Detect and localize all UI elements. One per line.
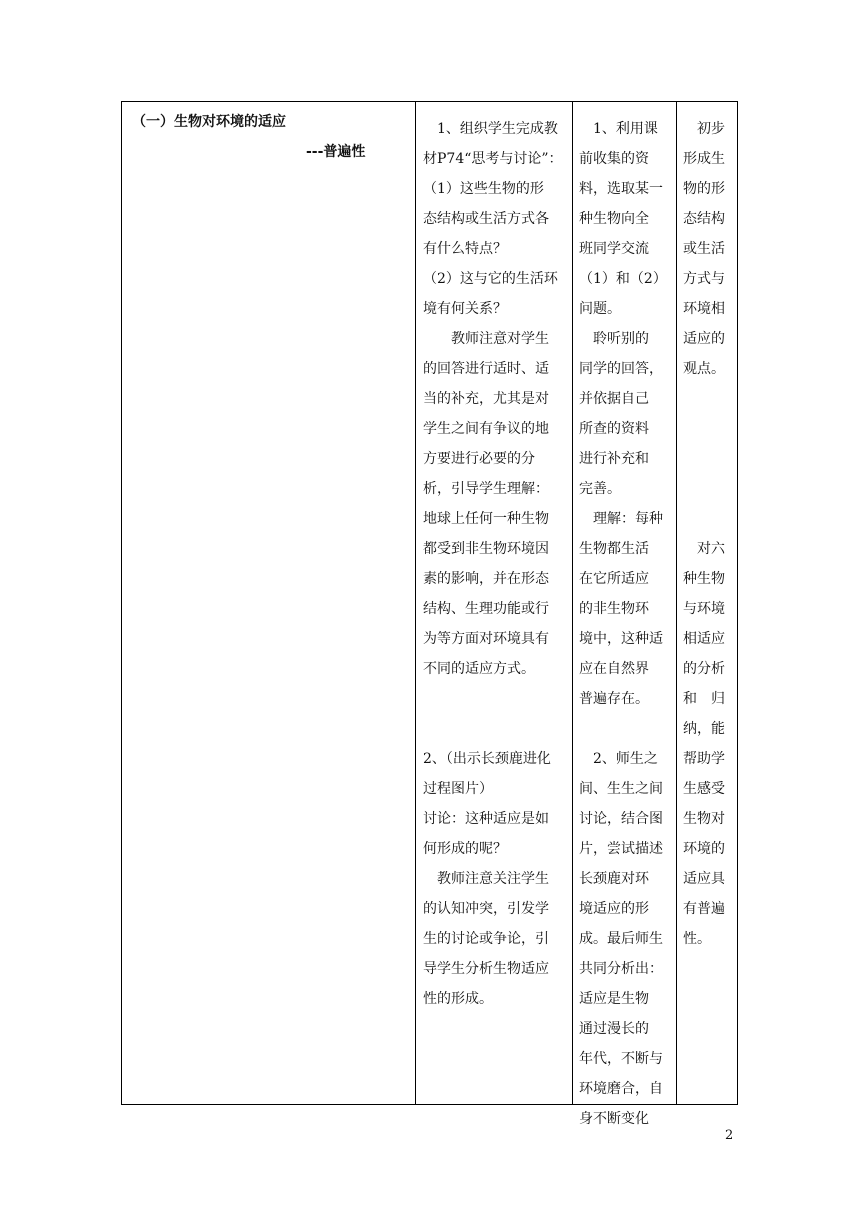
text-line: 地球上任何一种生物 (423, 511, 549, 527)
text-line: 性的形成。 (423, 991, 493, 1007)
text-line: 纳，能 (683, 721, 725, 737)
text-line: 材P74“思考与讨论”： (423, 151, 563, 167)
text-line: 2、师生之 (579, 751, 658, 767)
text-line: 1、组织学生完成教 (423, 121, 558, 137)
text-line (423, 714, 569, 744)
text-line: 完善。 (579, 481, 621, 497)
text-line: 教师注意对学生 (423, 331, 549, 347)
text-line: 不同的适应方式。 (423, 661, 535, 677)
text-line: 方要进行必要的分 (423, 451, 535, 467)
text-line: 身不断变化 (579, 1111, 649, 1127)
text-line: 性。 (683, 931, 711, 947)
text-line: 为等方面对环境具有 (423, 631, 549, 647)
text-line: 初步 (683, 121, 725, 137)
text-line: 生的讨论或争论，引 (423, 931, 549, 947)
student-activity-column (579, 114, 674, 1127)
text-line: 在它所适应 (579, 571, 649, 587)
text-line (683, 474, 737, 504)
text-line: 环境磨合，自 (579, 1081, 663, 1097)
text-line (683, 444, 737, 474)
text-line: 长颈鹿对环 (579, 871, 649, 887)
text-line: 的回答进行适时、适 (423, 361, 549, 377)
text-line: （1）和（2） (579, 271, 667, 287)
text-line: 的分析 (683, 661, 725, 677)
text-line: 间、生生之间 (579, 781, 663, 797)
text-line: 适应具 (683, 871, 725, 887)
text-line: 所查的资料 (579, 421, 649, 437)
text-line: （2）这与它的生活环 (423, 271, 558, 287)
text-line: 观点。 (683, 361, 725, 377)
text-line: 的认知冲突，引发学 (423, 901, 549, 917)
text-line: 何形成的呢？ (423, 841, 507, 857)
text-line: 普遍存在。 (579, 691, 649, 707)
text-line (683, 414, 737, 444)
text-line: 态结构或生活方式各 (423, 211, 549, 227)
text-line: 环境相 (683, 301, 725, 317)
text-line: 相适应 (683, 631, 725, 647)
text-line: 与环境 (683, 601, 725, 617)
text-line: 片，尝试描述 (579, 841, 663, 857)
text-line: 环境的 (683, 841, 725, 857)
text-line: 境适应的形 (579, 901, 649, 917)
text-line: 通过漫长的 (579, 1021, 649, 1037)
teacher-activity-column (423, 114, 569, 1104)
text-line: 或生活 (683, 241, 725, 257)
text-line: 素的影响，并在形态 (423, 571, 549, 587)
text-line: 种生物向全 (579, 211, 649, 227)
text-line: 境中，这种适 (579, 631, 663, 647)
section-title: （一）生物对环境的适应 (132, 114, 286, 130)
text-line: 1、利用课 (579, 121, 658, 137)
text-line: 结构、生理功能或行 (423, 601, 549, 617)
text-line: 学生之间有争议的地 (423, 421, 549, 437)
text-line: 共同分析出： (579, 961, 663, 977)
design-intent-column (683, 114, 737, 1104)
text-line: 讨论：这种适应是如 (423, 811, 549, 827)
text-line: 问题。 (579, 301, 621, 317)
text-line: 过程图片） (423, 781, 493, 797)
text-line: 进行补充和 (579, 451, 649, 467)
text-line: 有什么特点？ (423, 241, 507, 257)
text-line: 导学生分析生物适应 (423, 961, 549, 977)
section-subtitle: ---普遍性 (306, 144, 366, 160)
text-line: 析，引导学生理解： (423, 481, 549, 497)
text-line: 教师注意关注学生 (423, 871, 549, 887)
page-number: 2 (725, 1128, 734, 1143)
column-divider (572, 102, 573, 1104)
text-line: 并依据自己 (579, 391, 649, 407)
text-line: 有普遍 (683, 901, 725, 917)
text-line: 班同学交流 (579, 241, 649, 257)
text-line: 态结构 (683, 211, 725, 227)
text-line: 对六 (683, 541, 725, 557)
text-line (683, 384, 737, 414)
column-divider (676, 102, 677, 1104)
text-line: 和 归 (683, 691, 725, 707)
text-line: 方式与 (683, 271, 725, 287)
text-line: 当的补充，尤其是对 (423, 391, 549, 407)
text-line: 前收集的资 (579, 151, 649, 167)
text-line: 聆听别的 (579, 331, 649, 347)
text-line: 形成生 (683, 151, 725, 167)
text-line: （1）这些生物的形 (423, 181, 544, 197)
text-line: 适应是生物 (579, 991, 649, 1007)
text-line: 境有何关系？ (423, 301, 507, 317)
text-line: 适应的 (683, 331, 725, 347)
text-line: 都受到非生物环境因 (423, 541, 549, 557)
text-line: 2、（出示长颈鹿进化 (423, 751, 551, 767)
text-line (579, 714, 674, 744)
text-line: 同学的回答， (579, 361, 663, 377)
content-column (122, 102, 415, 1104)
text-line: 生物对 (683, 811, 725, 827)
text-line (423, 684, 569, 714)
text-line: 种生物 (683, 571, 725, 587)
text-line: 成。最后师生 (579, 931, 663, 947)
text-line: 年代，不断与 (579, 1051, 663, 1067)
text-line (683, 504, 737, 534)
text-line: 料，选取某一 (579, 181, 663, 197)
text-line: 物的形 (683, 181, 725, 197)
text-line: 帮助学 (683, 751, 725, 767)
text-line: 理解：每种 (579, 511, 663, 527)
text-line: 生物都生活 (579, 541, 649, 557)
column-divider (415, 102, 416, 1104)
text-line: 讨论，结合图 (579, 811, 663, 827)
text-line: 的非生物环 (579, 601, 649, 617)
text-line: 生感受 (683, 781, 725, 797)
text-line: 应在自然界 (579, 661, 649, 677)
lesson-table (121, 101, 738, 1127)
